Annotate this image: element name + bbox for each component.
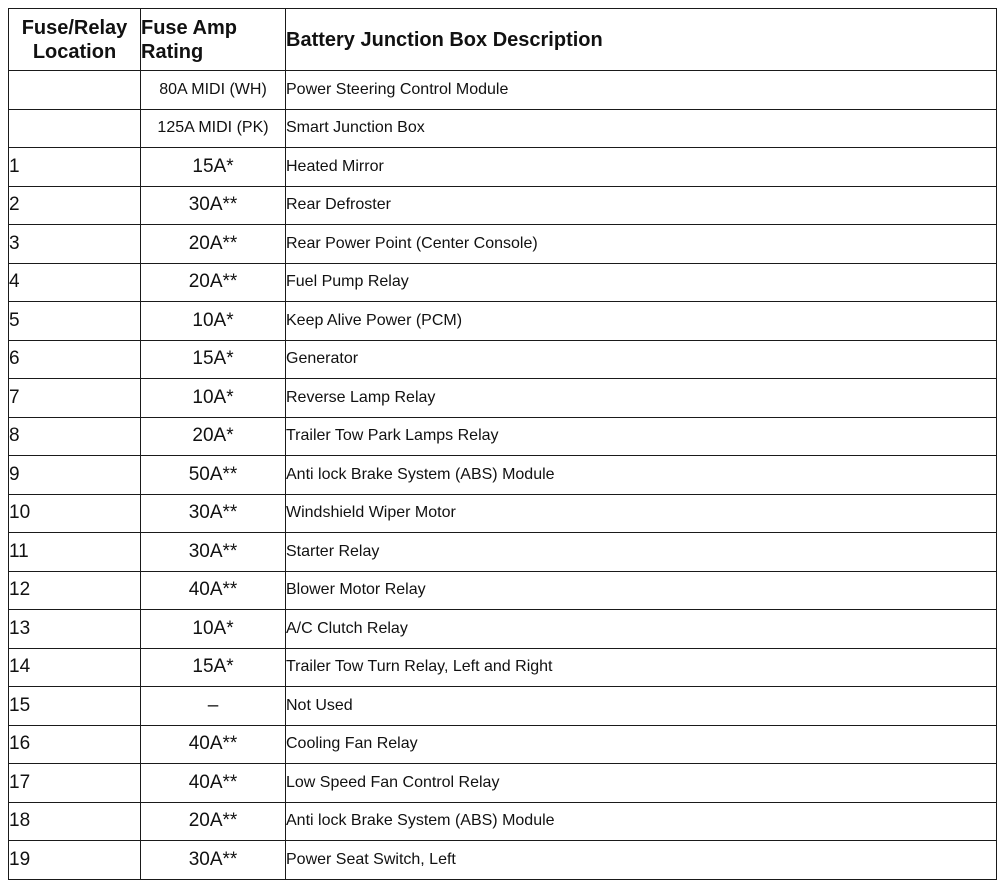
cell-description: Trailer Tow Park Lamps Relay bbox=[286, 417, 997, 456]
cell-location bbox=[9, 109, 141, 148]
cell-amp: 40A** bbox=[141, 571, 286, 610]
cell-amp: 30A** bbox=[141, 533, 286, 572]
header-location bbox=[9, 9, 141, 71]
cell-description: Heated Mirror bbox=[286, 148, 997, 187]
table-row bbox=[9, 841, 997, 880]
cell-location: 3 bbox=[9, 225, 141, 264]
table-row bbox=[9, 802, 997, 841]
cell-location: 7 bbox=[9, 379, 141, 418]
table-row bbox=[9, 71, 997, 110]
cell-location: 11 bbox=[9, 533, 141, 572]
cell-description: Low Speed Fan Control Relay bbox=[286, 764, 997, 803]
cell-amp: 20A** bbox=[141, 802, 286, 841]
cell-location: 4 bbox=[9, 263, 141, 302]
cell-description: Rear Power Point (Center Console) bbox=[286, 225, 997, 264]
cell-location: 5 bbox=[9, 302, 141, 341]
cell-location: 8 bbox=[9, 417, 141, 456]
header-location-line1: Fuse/Relay bbox=[21, 16, 128, 39]
cell-location: 17 bbox=[9, 764, 141, 803]
header-description: Battery Junction Box Description bbox=[286, 9, 997, 71]
table-row bbox=[9, 263, 997, 302]
cell-amp: 15A* bbox=[141, 648, 286, 687]
cell-location: 12 bbox=[9, 571, 141, 610]
table-row bbox=[9, 417, 997, 456]
cell-amp: 10A* bbox=[141, 379, 286, 418]
table-row bbox=[9, 225, 997, 264]
cell-location: 14 bbox=[9, 648, 141, 687]
cell-amp: 10A* bbox=[141, 610, 286, 649]
table-row bbox=[9, 148, 997, 187]
table-row bbox=[9, 533, 997, 572]
cell-amp: 30A** bbox=[141, 186, 286, 225]
cell-location: 6 bbox=[9, 340, 141, 379]
cell-description: Windshield Wiper Motor bbox=[286, 494, 997, 533]
cell-description: Smart Junction Box bbox=[286, 109, 997, 148]
table-row bbox=[9, 610, 997, 649]
header-row bbox=[9, 9, 997, 71]
cell-amp: 20A** bbox=[141, 225, 286, 264]
cell-location: 2 bbox=[9, 186, 141, 225]
cell-description: Reverse Lamp Relay bbox=[286, 379, 997, 418]
table-row bbox=[9, 302, 997, 341]
cell-description: Rear Defroster bbox=[286, 186, 997, 225]
header-amp-line1: Fuse Amp bbox=[141, 16, 237, 39]
cell-description: Power Seat Switch, Left bbox=[286, 841, 997, 880]
header-amp-line2: Rating bbox=[141, 40, 204, 63]
cell-description: Keep Alive Power (PCM) bbox=[286, 302, 997, 341]
table-row bbox=[9, 379, 997, 418]
cell-amp: 30A** bbox=[141, 494, 286, 533]
cell-amp: 30A** bbox=[141, 841, 286, 880]
table-row bbox=[9, 456, 997, 495]
cell-amp: 40A** bbox=[141, 764, 286, 803]
cell-amp: 80A MIDI (WH) bbox=[141, 71, 286, 110]
cell-description: Anti lock Brake System (ABS) Module bbox=[286, 802, 997, 841]
cell-location: 1 bbox=[9, 148, 141, 187]
cell-location: 13 bbox=[9, 610, 141, 649]
cell-location: 19 bbox=[9, 841, 141, 880]
cell-amp: – bbox=[141, 687, 286, 726]
cell-location bbox=[9, 71, 141, 110]
cell-location: 18 bbox=[9, 802, 141, 841]
cell-description: Cooling Fan Relay bbox=[286, 725, 997, 764]
table-row bbox=[9, 494, 997, 533]
cell-description: Power Steering Control Module bbox=[286, 71, 997, 110]
cell-amp: 20A* bbox=[141, 417, 286, 456]
header-location-line2: Location bbox=[32, 40, 117, 63]
cell-description: Fuel Pump Relay bbox=[286, 263, 997, 302]
table-row bbox=[9, 340, 997, 379]
cell-description: Anti lock Brake System (ABS) Module bbox=[286, 456, 997, 495]
cell-description: Generator bbox=[286, 340, 997, 379]
cell-amp: 40A** bbox=[141, 725, 286, 764]
cell-amp: 125A MIDI (PK) bbox=[141, 109, 286, 148]
cell-description: Blower Motor Relay bbox=[286, 571, 997, 610]
table-body bbox=[9, 71, 997, 880]
table-row bbox=[9, 186, 997, 225]
cell-amp: 20A** bbox=[141, 263, 286, 302]
cell-description: Not Used bbox=[286, 687, 997, 726]
cell-location: 10 bbox=[9, 494, 141, 533]
cell-location: 9 bbox=[9, 456, 141, 495]
cell-amp: 15A* bbox=[141, 340, 286, 379]
cell-location: 15 bbox=[9, 687, 141, 726]
table-row bbox=[9, 687, 997, 726]
cell-amp: 15A* bbox=[141, 148, 286, 187]
cell-description: Starter Relay bbox=[286, 533, 997, 572]
table-row bbox=[9, 725, 997, 764]
table-header bbox=[9, 9, 997, 71]
cell-amp: 10A* bbox=[141, 302, 286, 341]
cell-description: Trailer Tow Turn Relay, Left and Right bbox=[286, 648, 997, 687]
header-amp-rating bbox=[141, 9, 286, 71]
cell-amp: 50A** bbox=[141, 456, 286, 495]
table-row bbox=[9, 571, 997, 610]
cell-description: A/C Clutch Relay bbox=[286, 610, 997, 649]
cell-location: 16 bbox=[9, 725, 141, 764]
table-row bbox=[9, 109, 997, 148]
table-row bbox=[9, 764, 997, 803]
fuse-table bbox=[8, 8, 997, 880]
table-row bbox=[9, 648, 997, 687]
